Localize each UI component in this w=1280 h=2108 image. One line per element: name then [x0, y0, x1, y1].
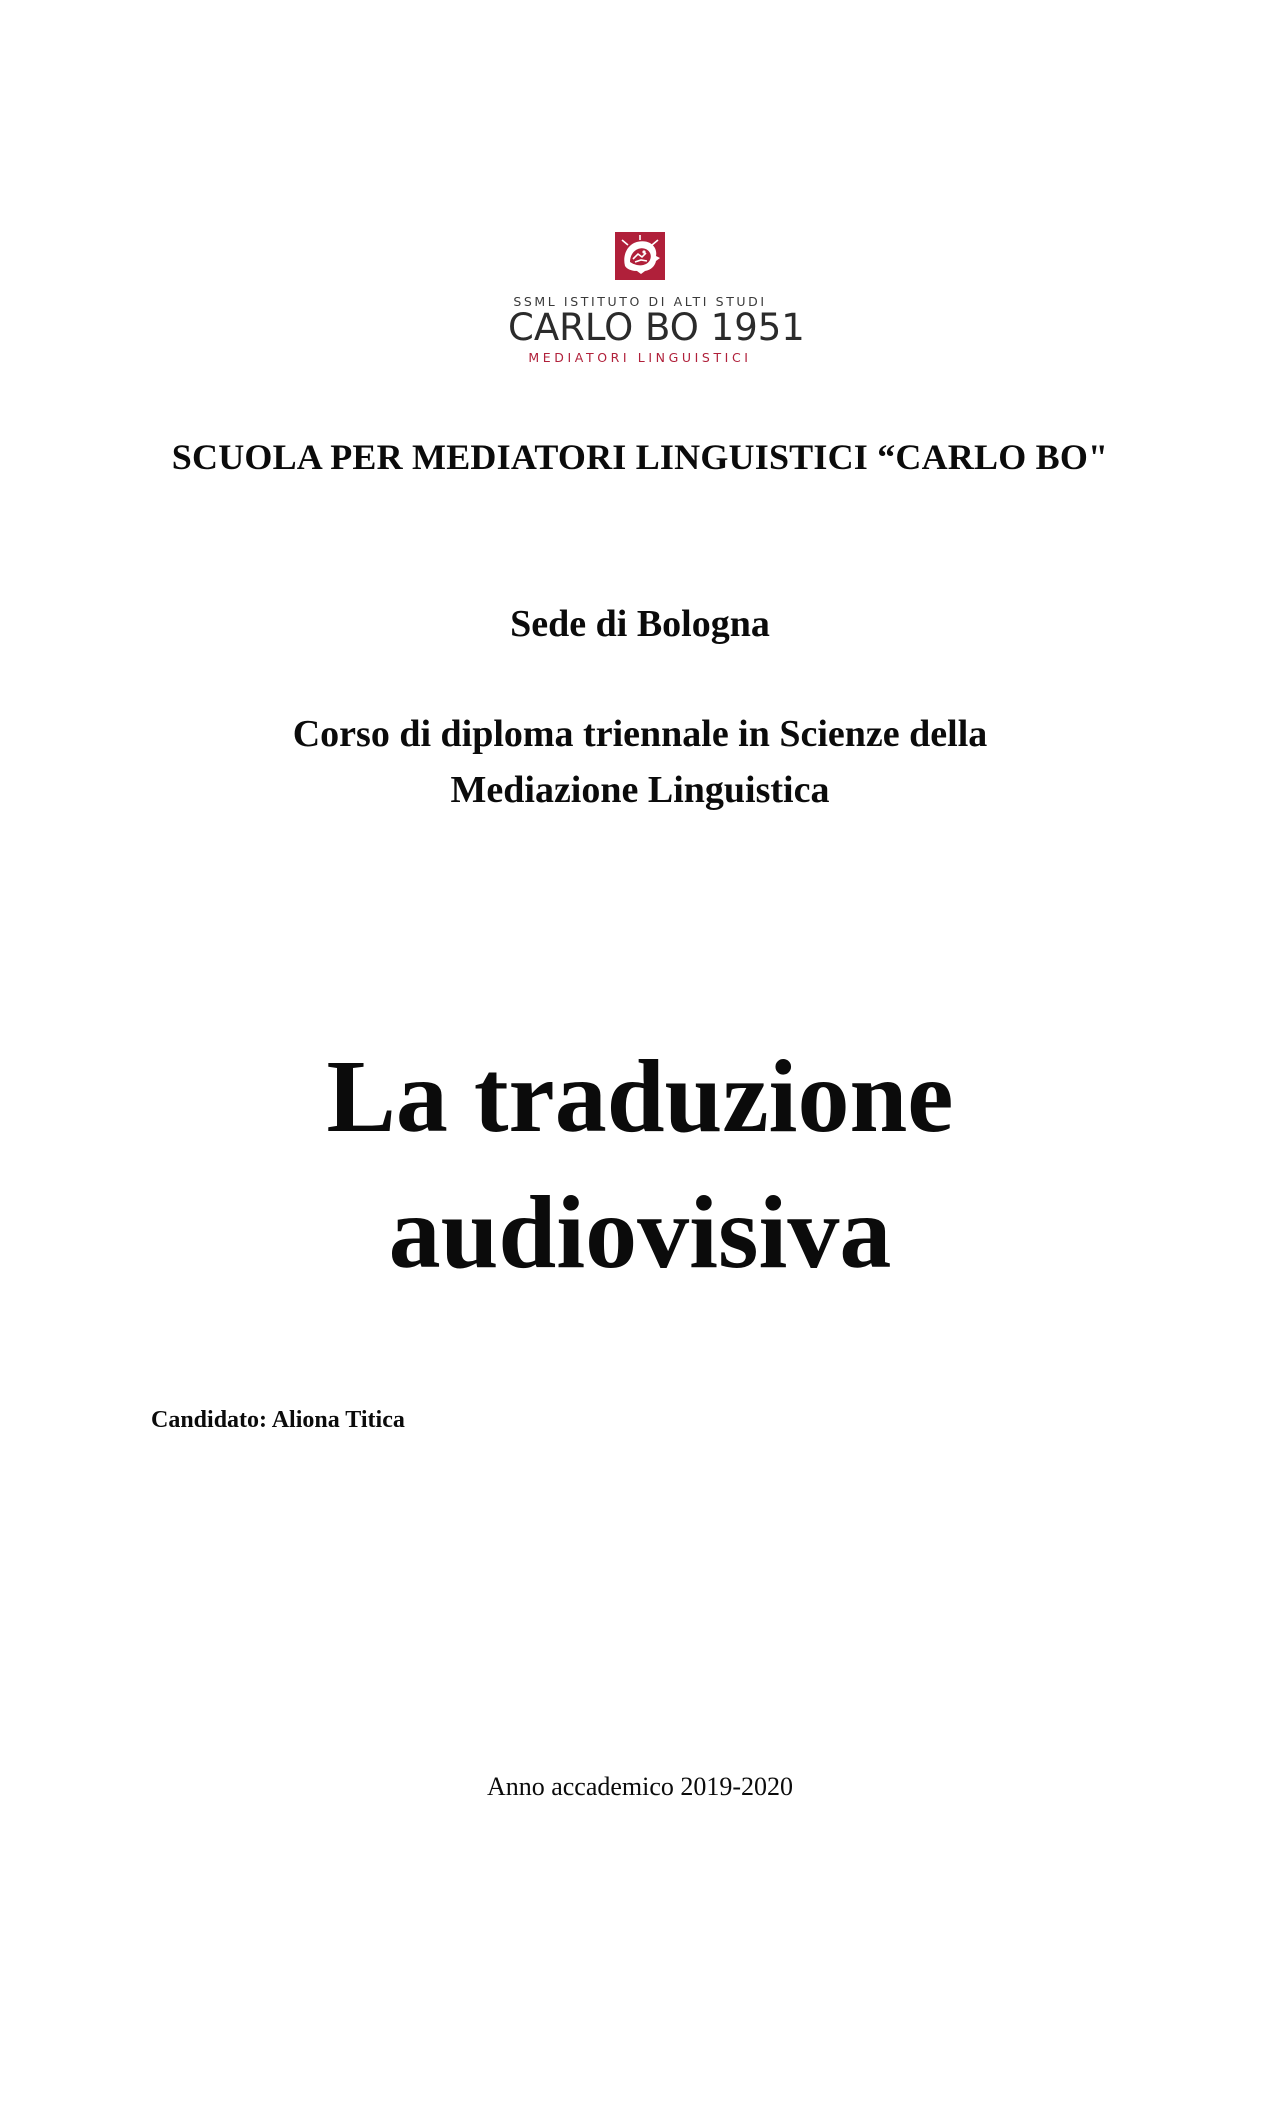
course-line-1: Corso di diploma triennale in Scienze della: [292, 713, 988, 755]
course-line-2: Mediazione Linguistica: [450, 769, 830, 811]
logo-top-text: SSML ISTITUTO DI ALTI STUDI: [513, 294, 767, 309]
thesis-title-line-1: La traduzione: [326, 1039, 954, 1154]
logo-main-text: CARLO BO 1951: [508, 306, 805, 349]
logo-bottom-text: MEDIATORI LINGUISTICI: [528, 350, 752, 365]
thesis-title-line-2: audiovisiva: [388, 1175, 892, 1290]
lion-emblem-icon: [615, 232, 665, 280]
school-name: SCUOLA PER MEDIATORI LINGUISTICI “CARLO BO": [171, 437, 1109, 477]
candidate-name: Candidato: Aliona Titica: [151, 1407, 405, 1433]
campus-location: Sede di Bologna: [510, 603, 770, 645]
academic-year: Anno accademico 2019-2020: [486, 1772, 794, 1801]
institute-logo: [508, 232, 805, 365]
